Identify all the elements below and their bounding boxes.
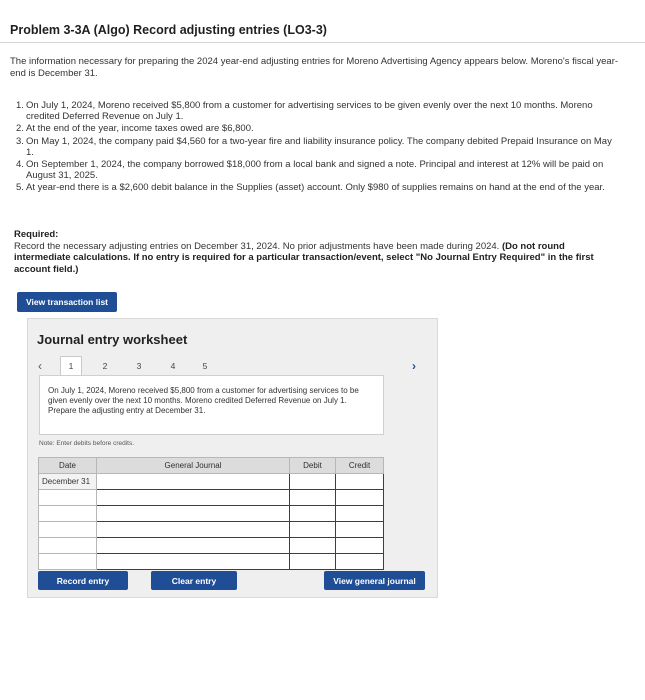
journal-header: General Journal	[97, 458, 290, 474]
list-item: 4. On September 1, 2024, the company borrowed $18,000 from a local bank and signed a note. Principal and interest at 12% will be paid on August 31, 2025.	[16, 159, 604, 182]
tab-2[interactable]: 2	[102, 360, 108, 371]
worksheet-title: Journal entry worksheet	[37, 332, 188, 347]
debit-input[interactable]	[290, 538, 335, 553]
problem-intro: The information necessary for preparing the 2024 year-end adjusting entries for Moreno Advertising Agency appears below. Moreno's fiscal year-end is December 31.	[10, 56, 619, 79]
account-input[interactable]	[97, 474, 289, 489]
table-header-row	[39, 458, 384, 474]
tab-4[interactable]: 4	[170, 360, 176, 371]
debit-input[interactable]	[290, 506, 335, 521]
credit-input[interactable]	[336, 554, 383, 569]
debit-input[interactable]	[290, 554, 335, 569]
account-input[interactable]	[97, 554, 289, 569]
required-instructions: (Do not round intermediate calculations. If no entry is required for a particular transaction/event, select "No Journal Entry Required" in the first account field.)	[14, 240, 594, 275]
journal-table	[38, 457, 384, 570]
table-row	[39, 490, 384, 506]
account-input[interactable]	[97, 506, 289, 521]
list-item: 3. On May 1, 2024, the company paid $4,560 for a two-year fire and liability insurance policy. The company debited Prepaid Insurance on May 1.	[16, 135, 612, 158]
required-section	[14, 229, 614, 275]
credit-input[interactable]	[336, 490, 383, 505]
transaction-list	[16, 100, 616, 195]
credit-header: Credit	[336, 458, 384, 474]
credit-input[interactable]	[336, 474, 383, 489]
required-label: Required:	[14, 229, 59, 240]
next-icon[interactable]: ›	[412, 359, 416, 373]
clear-entry-button[interactable]: Clear entry	[151, 571, 237, 590]
table-row	[39, 474, 384, 490]
record-entry-button[interactable]: Record entry	[38, 571, 128, 590]
view-general-journal-button[interactable]: View general journal	[324, 571, 425, 590]
list-item: 5. At year-end there is a $2,600 debit balance in the Supplies (asset) account. Only $980 of supplies remains on hand at the end of the year.	[16, 182, 605, 194]
journal-entry-worksheet	[27, 318, 438, 598]
debit-input[interactable]	[290, 522, 335, 537]
date-cell: December 31	[39, 474, 97, 490]
account-input[interactable]	[97, 538, 289, 553]
tab-3[interactable]: 3	[136, 360, 142, 371]
list-item: 1. On July 1, 2024, Moreno received $5,800 from a customer for advertising services to be given evenly over the next 10 months. Moreno credited Deferred Revenue on July 1.	[16, 100, 593, 123]
entry-note: Note: Enter debits before credits.	[39, 440, 135, 447]
debit-input[interactable]	[290, 490, 335, 505]
debit-input[interactable]	[290, 474, 335, 489]
problem-title: Problem 3-3A (Algo) Record adjusting entries (LO3-3)	[10, 23, 327, 37]
view-transaction-list-button[interactable]: View transaction list	[17, 292, 117, 312]
date-header: Date	[39, 458, 97, 474]
prev-icon[interactable]: ‹	[38, 359, 42, 373]
table-row	[39, 506, 384, 522]
credit-input[interactable]	[336, 538, 383, 553]
table-row	[39, 522, 384, 538]
table-row	[39, 538, 384, 554]
account-input[interactable]	[97, 522, 289, 537]
required-text: Record the necessary adjusting entries on December 31, 2024. No prior adjustments have been made during 2024.	[14, 240, 500, 252]
account-input[interactable]	[97, 490, 289, 505]
table-row	[39, 554, 384, 570]
tab-1[interactable]: 1	[60, 356, 82, 375]
list-item: 2. At the end of the year, income taxes owed are $6,800.	[16, 123, 254, 135]
credit-input[interactable]	[336, 506, 383, 521]
title-divider	[0, 42, 645, 43]
credit-input[interactable]	[336, 522, 383, 537]
transaction-description: On July 1, 2024, Moreno received $5,800 from a customer for advertising services to be given evenly over the next 10 months. Moreno credited Deferred Revenue on July 1. Prepare the adjusting entry at December 31.	[39, 375, 384, 435]
tab-5[interactable]: 5	[202, 360, 208, 371]
debit-header: Debit	[290, 458, 336, 474]
